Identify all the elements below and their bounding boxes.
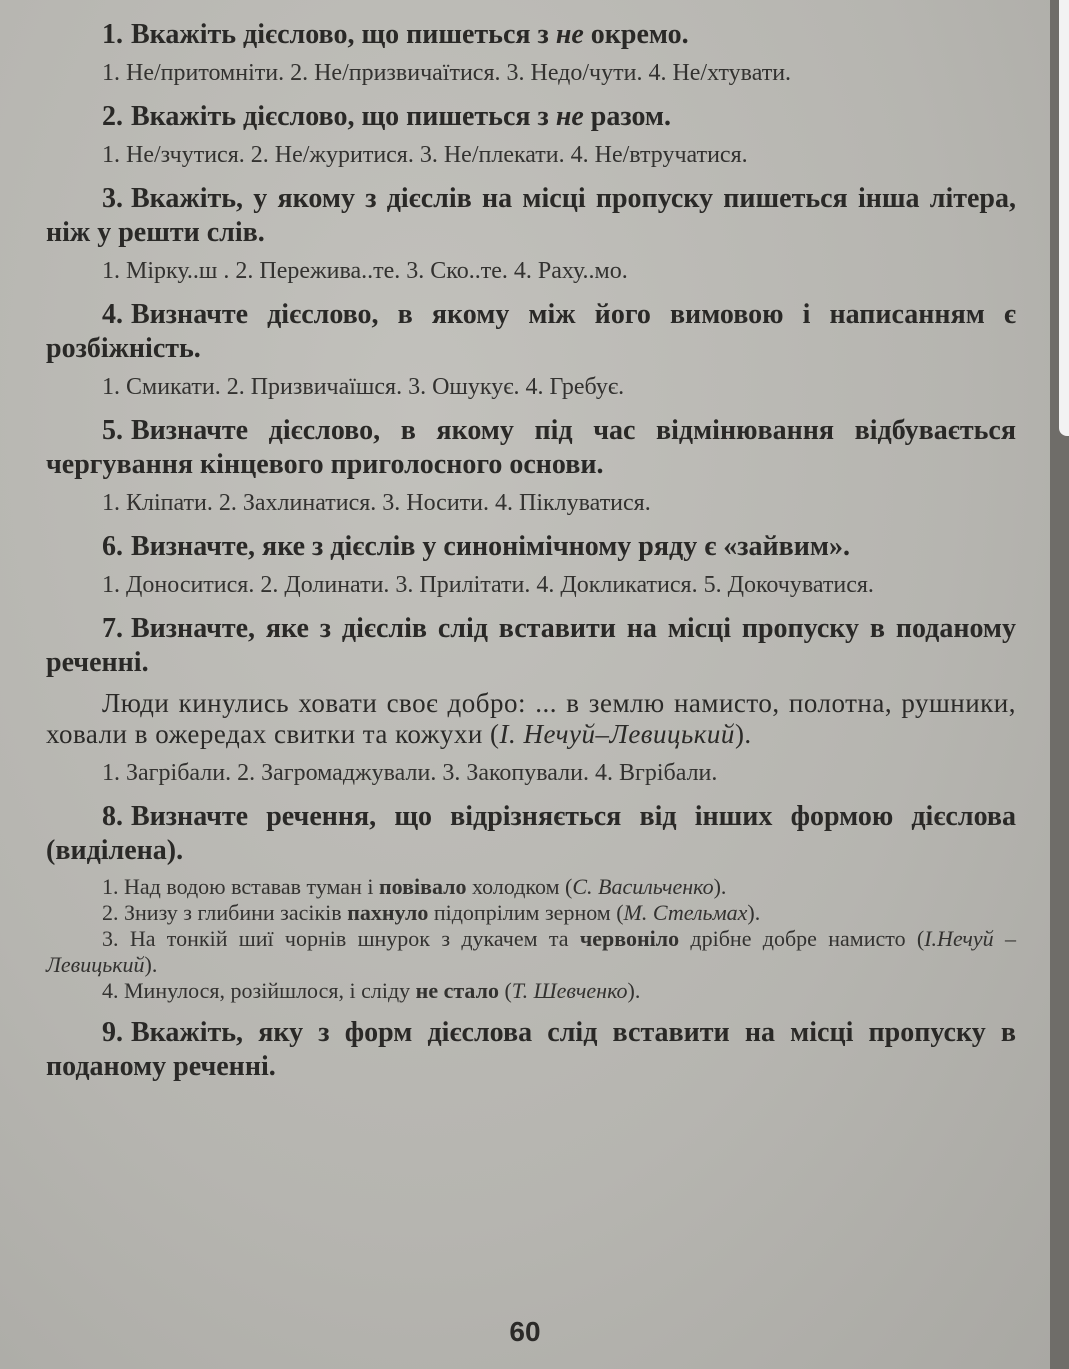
task-text: Вкажіть дієслово, що пишеться з — [131, 101, 549, 132]
task-7-sentence — [46, 688, 1016, 750]
sentence-text: Люди кинулись ховати своє добро: ... в землю намисто, полотна, рушники, ховали в ожередах свитки та кожухи ( — [46, 688, 1016, 749]
option-source: С. Васильченко — [572, 874, 714, 899]
option-line-3 — [46, 926, 1016, 978]
option-text: 4. Минулося, розійшлося, і сліду — [102, 978, 411, 1003]
task-1-question — [46, 18, 1016, 52]
option-line-2 — [46, 900, 1016, 926]
option-source: М. Стельмах — [623, 900, 748, 925]
option-close: ). — [713, 874, 727, 899]
task-4-options: 1. Смикати. 2. Призвичаїшся. 3. Ошукує. 4. Гребує. — [102, 374, 625, 400]
task-text-end: разом. — [590, 101, 671, 132]
option-text-end: холодком ( — [472, 874, 573, 899]
task-number: 8. — [102, 801, 123, 832]
task-2-question — [46, 100, 1016, 134]
task-8-options — [46, 874, 1016, 1004]
task-3-options: 1. Мірку..ш . 2. Пережива..те. 3. Ско..те. 4. Раху..мо. — [102, 258, 628, 284]
option-text-end: ( — [504, 978, 512, 1003]
task-number: 4. — [102, 299, 123, 330]
task-text: Визначте дієслово, в якому під час відмінювання відбувається чергування кінцевого приголосного основи. — [46, 415, 1016, 480]
task-text: Визначте речення, що відрізняється від інших формою дієслова (виділена). — [46, 801, 1016, 866]
screen-edge-tab — [1059, 0, 1069, 436]
option-line-4 — [46, 978, 1016, 1004]
task-1-options: 1. Не/притомніти. 2. Не/призвичаїтися. 3. Недо/чути. 4. Не/хтувати. — [102, 60, 792, 86]
task-5-question — [46, 414, 1016, 482]
task-3-question — [46, 182, 1016, 250]
task-2-options: 1. Не/зчутися. 2. Не/журитися. 3. Не/плекати. 4. Не/втручатися. — [102, 142, 748, 168]
task-number: 3. — [102, 183, 123, 214]
task-number: 6. — [102, 531, 123, 562]
option-text: 1. Над водою вставав туман і — [102, 874, 374, 899]
option-close: ). — [144, 952, 158, 977]
task-text: Визначте, яке з дієслів слід вставити на місці пропуску в поданому реченні. — [46, 613, 1016, 678]
task-text: Вкажіть, у якому з дієслів на місці пропуску пишеться інша літера, ніж у решти слів. — [46, 183, 1016, 248]
task-5-options: 1. Кліпати. 2. Захлинатися. 3. Носити. 4. Піклуватися. — [102, 490, 651, 516]
option-close: ). — [747, 900, 761, 925]
option-text: 2. Знизу з глибини засіків — [102, 900, 342, 925]
option-highlight: червоніло — [579, 926, 680, 951]
task-6-question — [46, 530, 1016, 564]
task-6-options: 1. Доноситися. 2. Долинати. 3. Прилітати. 4. Докликатися. 5. Докочуватися. — [102, 572, 874, 598]
task-8-question — [46, 800, 1016, 868]
sentence-end: ). — [734, 719, 752, 749]
task-emphasis: не — [555, 101, 584, 132]
option-close: ). — [627, 978, 641, 1003]
sentence-source: І. Нечуй–Левицький — [499, 719, 735, 749]
task-9-question — [46, 1016, 1016, 1084]
task-number: 5. — [102, 415, 123, 446]
task-text: Вкажіть дієслово, що пишеться з — [131, 19, 549, 50]
task-emphasis: не — [555, 19, 584, 50]
option-highlight: пахнуло — [347, 900, 429, 925]
option-text-end: дрібне добре намисто ( — [690, 926, 925, 951]
task-number: 9. — [102, 1017, 123, 1048]
option-highlight: не стало — [415, 978, 499, 1003]
task-4-question — [46, 298, 1016, 366]
task-number: 1. — [102, 19, 123, 50]
task-number: 2. — [102, 101, 123, 132]
option-text-end: підопрілим зерном ( — [433, 900, 624, 925]
task-number: 7. — [102, 613, 123, 644]
task-7-options: 1. Загрібали. 2. Загромаджували. 3. Закопували. 4. Вгрібали. — [102, 760, 718, 786]
page-number: 60 — [509, 1316, 541, 1347]
option-text: 3. На тонкій шиї чорнів шнурок з дукачем та — [102, 926, 569, 951]
option-source: І.Нечуй –Левицький — [46, 926, 1017, 977]
task-text-end: окремо. — [590, 19, 689, 50]
option-highlight: повівало — [378, 874, 467, 899]
task-7-question — [46, 612, 1016, 680]
task-text: Визначте, яке з дієслів у синонімічному ряду є «зайвим». — [131, 531, 851, 562]
option-line-1 — [46, 874, 1016, 900]
option-source: Т. Шевченко — [511, 978, 628, 1003]
task-text: Визначте дієслово, в якому між його вимовою і написанням є розбіжність. — [46, 299, 1016, 364]
task-text: Вкажіть, яку з форм дієслова слід вставити на місці пропуску в поданому реченні. — [46, 1017, 1016, 1082]
